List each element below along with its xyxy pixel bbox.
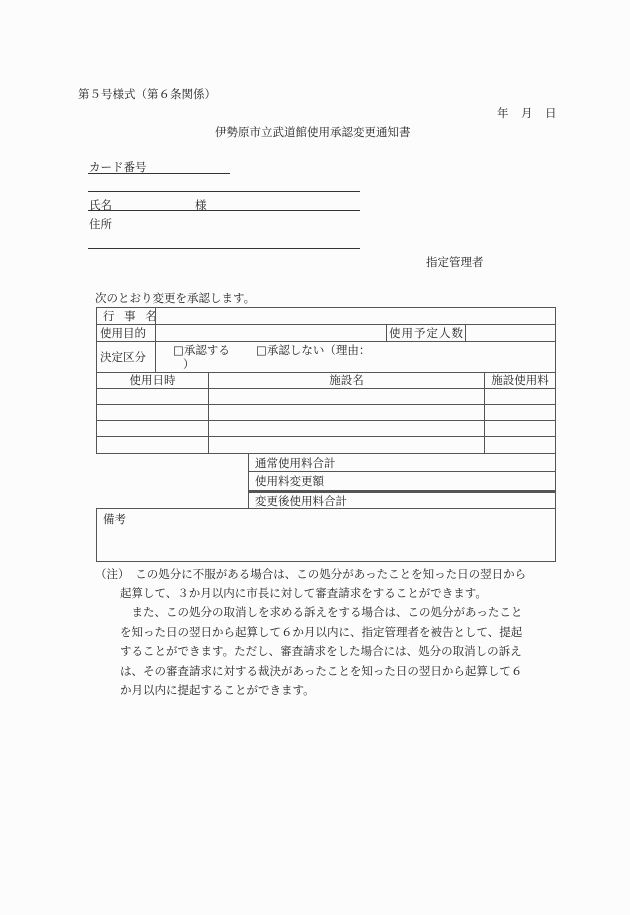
facility-name-cell[interactable] [208,404,485,421]
designated-manager-label: 指定管理者 [426,255,484,269]
notice-line: を知った日の翌日から起算して６か月以内に、指定管理者を被告として、提起 [120,625,523,639]
facility-name-cell[interactable] [208,388,485,405]
date-day-label: 日 [545,106,557,120]
column-label: 施設名 [329,373,364,387]
decision-label-cell [96,341,156,373]
reject-checkbox[interactable]: □承認しない（理由： [256,343,371,357]
name-label: 氏名 [89,198,112,212]
event-name-label-cell [96,307,160,325]
fee-change-amount-label: 使用料変更額 [255,474,324,488]
decision-field [155,341,556,373]
notice-line: （注） この処分に不服がある場合は、この処分があったことを知った日の翌日から [95,567,527,581]
usage-datetime-cell[interactable] [96,420,209,437]
normal-fee-total-label: 通常使用料合計 [255,456,336,470]
notice-line: することができます。ただし、審査請求をした場合には、処分の取消しの訴え [120,644,522,658]
column-header-usage-datetime [96,372,209,389]
facility-fee-cell[interactable] [484,420,556,437]
decision-label: 決定区分 [100,350,146,364]
usage-datetime-cell[interactable] [96,404,209,421]
expected-people-label-cell [386,324,466,342]
column-header-facility-fee [484,372,556,389]
normal-fee-total-row[interactable] [248,453,556,472]
notice-line: 起算して、３か月以内に市長に対して審査請求をすることができます。 [120,586,487,600]
blank-line [88,191,360,192]
remarks-label: 備考 [103,512,126,526]
event-name-label: 行 事 名 [103,309,160,323]
card-number-underline [88,173,230,174]
facility-fee-cell[interactable] [484,404,556,421]
notice-line: は、その審査請求に対する裁決があったことを知った日の翌日から起算して６ [120,664,523,678]
purpose-field[interactable] [155,324,387,342]
facility-name-cell[interactable] [208,436,485,454]
form-number: 第５号様式（第６条関係） [78,87,216,101]
expected-people-label: 使用予定人数 [389,326,464,340]
remarks-field[interactable] [96,508,556,562]
fee-change-amount-row[interactable] [248,471,556,491]
notice-line: か月以内に提起することができます。 [120,683,315,697]
document-title: 伊勢原市立武道館使用承認変更通知書 [215,125,411,139]
changed-fee-total-row[interactable] [248,491,556,509]
card-number-label: カード番号 [89,160,147,174]
column-label: 使用日時 [129,373,176,387]
address-label: 住所 [89,217,112,231]
facility-fee-cell[interactable] [484,388,556,405]
approve-checkbox[interactable]: □承認する [173,343,230,357]
purpose-label-cell [96,324,156,342]
name-underline [88,210,360,211]
column-label: 施設使用料 [491,373,549,387]
reject-reason-close: ） [183,357,195,371]
date-month-label: 月 [521,106,533,120]
date-year-label: 年 [497,106,509,120]
event-name-field[interactable] [155,307,556,325]
column-header-facility-name [208,372,485,389]
facility-name-cell[interactable] [208,420,485,437]
purpose-label: 使用目的 [100,326,146,340]
honorific-label: 様 [195,198,207,212]
address-underline [88,248,360,249]
notice-line: また、この処分の取消しを求める訴えをする場合は、この処分があったこと [120,605,523,619]
intro-text: 次のとおり変更を承認します。 [95,291,256,305]
expected-people-field[interactable] [465,324,556,342]
usage-datetime-cell[interactable] [96,388,209,405]
changed-fee-total-label: 変更後使用料合計 [255,494,347,508]
facility-fee-cell[interactable] [484,436,556,454]
usage-datetime-cell[interactable] [96,436,209,454]
